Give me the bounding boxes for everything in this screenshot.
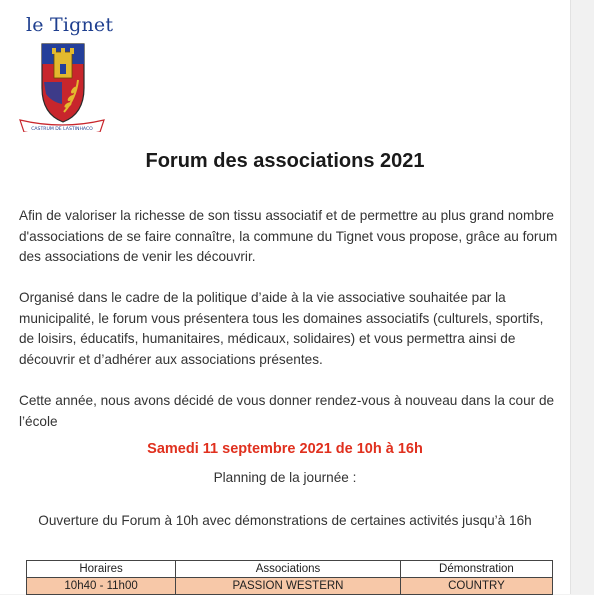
venue-paragraph: Cette année, nous avons décidé de vous donner rendez-vous à nouveau dans la cour de l’école (19, 393, 555, 429)
column-header-demonstration: Démonstration (400, 561, 552, 578)
column-header-horaires: Horaires (27, 561, 176, 578)
event-date: Samedi 11 septembre 2021 de 10h à 16h (147, 441, 423, 457)
svg-text:CASTRUM DE LASTINHACO: CASTRUM DE LASTINHACO (31, 127, 93, 132)
logo-wordmark: le Tignet (26, 14, 114, 36)
schedule-table (26, 560, 553, 595)
coat-of-arms-icon (18, 42, 106, 132)
cell-association: PASSION WESTERN (176, 578, 401, 595)
scrollbar[interactable] (570, 0, 594, 594)
planning-label: Planning de la journée : (213, 470, 357, 485)
opening-note: Ouverture du Forum à 10h avec démonstrations de certaines activités jusqu’à 16h (38, 513, 532, 528)
cell-time: 10h40 - 11h00 (27, 578, 176, 595)
cell-demo: COUNTRY (400, 578, 552, 595)
le-tignet-logo[interactable] (18, 14, 114, 132)
schedule-header-row (27, 561, 553, 578)
intro-paragraph: Afin de valoriser la richesse de son tissu associatif et de permettre au plus grand nombre d'associations de se faire connaître, la commune du Tignet vous propose, grâce au forum des associations de venir les découvrir. (19, 208, 558, 264)
column-header-associations: Associations (176, 561, 401, 578)
table-row (27, 578, 553, 595)
description-paragraph: Organisé dans le cadre de la politique d’aide à la vie associative souhaitée par la municipalité, le forum vous présentera tous les domaines associatifs (culturels, sportifs, de loisirs, éducatifs, humanitaires, médicaux, solidaires) et vous permettra ainsi de découvrir et d’adhérer aux associations présentes. (19, 290, 544, 367)
page-title: Forum des associations 2021 (145, 150, 425, 172)
